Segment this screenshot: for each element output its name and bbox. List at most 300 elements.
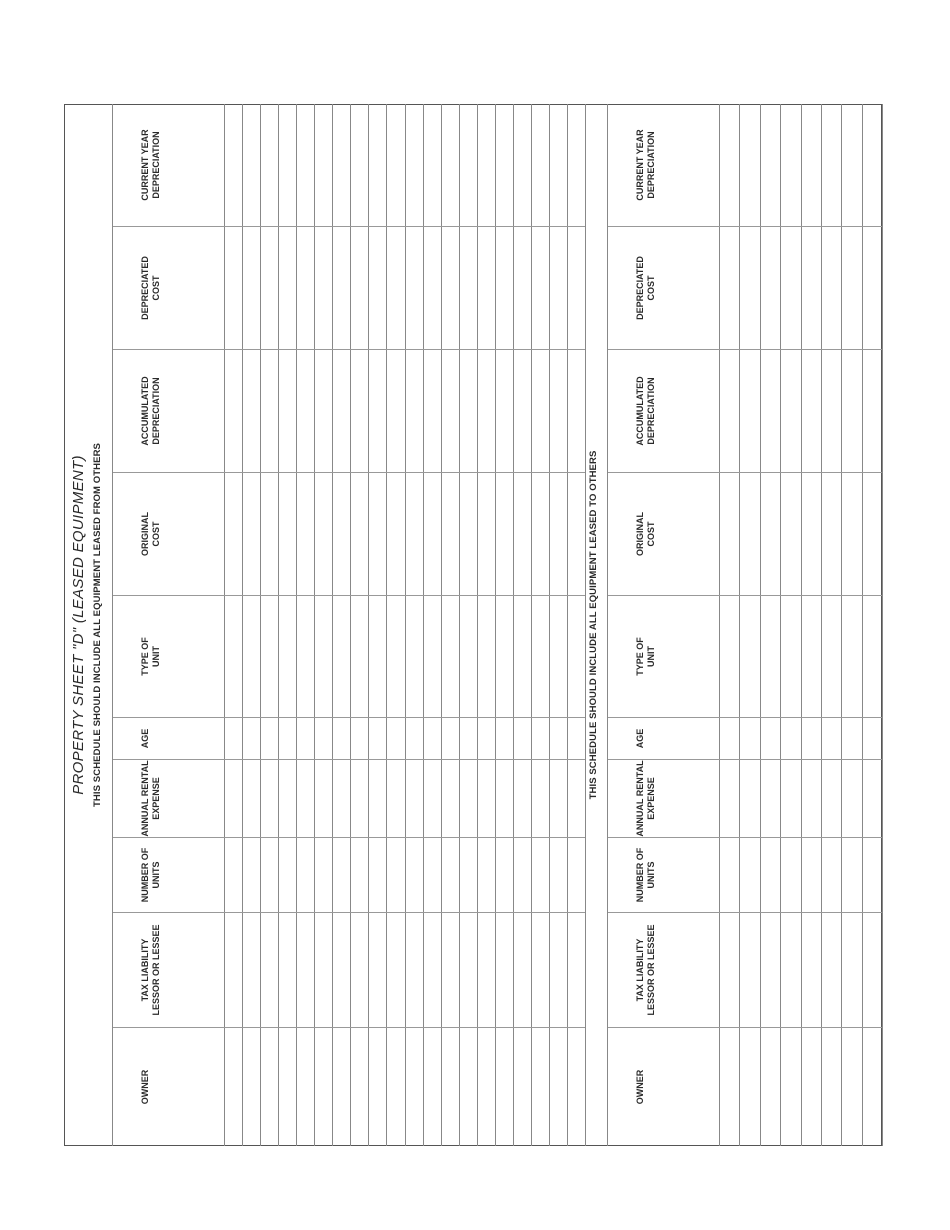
table-cell[interactable]	[405, 596, 423, 718]
table-cell[interactable]	[760, 1028, 780, 1146]
table-cell[interactable]	[477, 718, 495, 760]
table-cell[interactable]	[386, 718, 404, 760]
section1-header-4	[112, 760, 224, 838]
table-cell[interactable]	[332, 350, 350, 473]
table-cell[interactable]	[567, 760, 585, 838]
table-cell[interactable]	[739, 104, 759, 227]
table-cell[interactable]	[260, 913, 278, 1028]
table-cell[interactable]	[821, 913, 841, 1028]
table-cell[interactable]	[719, 718, 739, 760]
table-cell[interactable]	[495, 718, 513, 760]
table-cell[interactable]	[260, 718, 278, 760]
table-cell[interactable]	[739, 760, 759, 838]
table-cell[interactable]	[296, 473, 314, 596]
table-cell[interactable]	[459, 838, 477, 913]
table-cell[interactable]	[260, 473, 278, 596]
table-cell[interactable]	[841, 227, 861, 350]
table-cell[interactable]	[224, 718, 242, 760]
table-cell[interactable]	[314, 1028, 332, 1146]
table-cell[interactable]	[224, 350, 242, 473]
column-header-label: NUMBER OF UNITS	[635, 847, 656, 903]
table-cell[interactable]	[549, 350, 567, 473]
table-cell[interactable]	[441, 760, 459, 838]
section1-header-9	[112, 227, 224, 350]
table-cell[interactable]	[719, 760, 739, 838]
table-cell[interactable]	[314, 913, 332, 1028]
table-cell[interactable]	[780, 227, 800, 350]
table-cell[interactable]	[441, 473, 459, 596]
table-cell[interactable]	[224, 1028, 242, 1146]
table-cell[interactable]	[441, 350, 459, 473]
table-cell[interactable]	[513, 760, 531, 838]
table-cell[interactable]	[862, 718, 882, 760]
table-cell[interactable]	[242, 227, 260, 350]
table-cell[interactable]	[821, 718, 841, 760]
table-cell[interactable]	[332, 1028, 350, 1146]
table-cell[interactable]	[801, 760, 821, 838]
table-cell[interactable]	[332, 760, 350, 838]
table-cell[interactable]	[296, 596, 314, 718]
table-cell[interactable]	[332, 104, 350, 227]
table-cell[interactable]	[549, 473, 567, 596]
table-cell[interactable]	[513, 838, 531, 913]
row-rule	[882, 104, 883, 1146]
table-cell[interactable]	[821, 596, 841, 718]
table-cell[interactable]	[278, 596, 296, 718]
table-cell[interactable]	[531, 718, 549, 760]
table-cell[interactable]	[780, 760, 800, 838]
table-cell[interactable]	[459, 350, 477, 473]
table-cell[interactable]	[332, 596, 350, 718]
table-cell[interactable]	[224, 473, 242, 596]
table-cell[interactable]	[862, 838, 882, 913]
table-cell[interactable]	[260, 838, 278, 913]
table-cell[interactable]	[760, 718, 780, 760]
table-cell[interactable]	[739, 350, 759, 473]
row-rule	[585, 104, 586, 1146]
table-cell[interactable]	[760, 596, 780, 718]
table-cell[interactable]	[441, 913, 459, 1028]
table-cell[interactable]	[719, 913, 739, 1028]
table-cell[interactable]	[386, 350, 404, 473]
table-cell[interactable]	[260, 596, 278, 718]
table-cell[interactable]	[260, 760, 278, 838]
table-cell[interactable]	[495, 473, 513, 596]
table-cell[interactable]	[567, 104, 585, 227]
table-cell[interactable]	[441, 1028, 459, 1146]
table-cell[interactable]	[780, 1028, 800, 1146]
table-cell[interactable]	[549, 1028, 567, 1146]
table-cell[interactable]	[405, 1028, 423, 1146]
table-cell[interactable]	[296, 1028, 314, 1146]
section1-header-1	[112, 1028, 224, 1146]
table-cell[interactable]	[423, 1028, 441, 1146]
table-cell[interactable]	[719, 350, 739, 473]
table-cell[interactable]	[386, 104, 404, 227]
table-cell[interactable]	[314, 596, 332, 718]
table-cell[interactable]	[862, 227, 882, 350]
table-cell[interactable]	[423, 227, 441, 350]
table-cell[interactable]	[780, 104, 800, 227]
table-cell[interactable]	[368, 350, 386, 473]
table-cell[interactable]	[386, 913, 404, 1028]
table-cell[interactable]	[386, 473, 404, 596]
table-cell[interactable]	[567, 838, 585, 913]
table-cell[interactable]	[242, 838, 260, 913]
table-cell[interactable]	[719, 473, 739, 596]
table-cell[interactable]	[513, 913, 531, 1028]
table-cell[interactable]	[441, 596, 459, 718]
section1-header-10	[112, 104, 224, 227]
table-cell[interactable]	[821, 473, 841, 596]
table-cell[interactable]	[862, 1028, 882, 1146]
table-cell[interactable]	[242, 473, 260, 596]
table-cell[interactable]	[780, 350, 800, 473]
table-cell[interactable]	[567, 913, 585, 1028]
table-cell[interactable]	[719, 104, 739, 227]
table-cell[interactable]	[739, 227, 759, 350]
table-cell[interactable]	[278, 760, 296, 838]
column-header-label: TYPE OF UNIT	[635, 637, 656, 676]
table-cell[interactable]	[296, 227, 314, 350]
table-cell[interactable]	[549, 596, 567, 718]
section1-header-2	[112, 913, 224, 1028]
section2-header-6	[607, 596, 719, 718]
table-cell[interactable]	[801, 104, 821, 227]
table-cell[interactable]	[477, 1028, 495, 1146]
table-cell[interactable]	[260, 227, 278, 350]
section2-header-4	[607, 760, 719, 838]
table-cell[interactable]	[242, 760, 260, 838]
table-cell[interactable]	[780, 838, 800, 913]
table-cell[interactable]	[314, 104, 332, 227]
table-cell[interactable]	[477, 350, 495, 473]
table-cell[interactable]	[224, 227, 242, 350]
table-cell[interactable]	[368, 913, 386, 1028]
table-cell[interactable]	[350, 1028, 368, 1146]
table-cell[interactable]	[332, 838, 350, 913]
table-cell[interactable]	[405, 473, 423, 596]
table-cell[interactable]	[423, 596, 441, 718]
table-cell[interactable]	[841, 718, 861, 760]
table-cell[interactable]	[513, 473, 531, 596]
table-cell[interactable]	[567, 718, 585, 760]
table-cell[interactable]	[549, 760, 567, 838]
table-cell[interactable]	[296, 913, 314, 1028]
table-cell[interactable]	[513, 227, 531, 350]
table-cell[interactable]	[441, 104, 459, 227]
table-cell[interactable]	[405, 718, 423, 760]
table-cell[interactable]	[296, 718, 314, 760]
table-cell[interactable]	[531, 350, 549, 473]
table-cell[interactable]	[296, 104, 314, 227]
table-cell[interactable]	[841, 473, 861, 596]
table-cell[interactable]	[405, 227, 423, 350]
table-cell[interactable]	[423, 760, 441, 838]
table-cell[interactable]	[531, 473, 549, 596]
table-cell[interactable]	[242, 718, 260, 760]
table-cell[interactable]	[332, 718, 350, 760]
table-cell[interactable]	[739, 596, 759, 718]
table-cell[interactable]	[549, 718, 567, 760]
table-cell[interactable]	[531, 227, 549, 350]
table-cell[interactable]	[760, 104, 780, 227]
table-cell[interactable]	[841, 838, 861, 913]
table-cell[interactable]	[332, 473, 350, 596]
table-cell[interactable]	[350, 760, 368, 838]
table-cell[interactable]	[224, 596, 242, 718]
table-cell[interactable]	[760, 838, 780, 913]
table-cell[interactable]	[801, 473, 821, 596]
table-cell[interactable]	[821, 760, 841, 838]
table-cell[interactable]	[477, 227, 495, 350]
table-cell[interactable]	[719, 596, 739, 718]
table-cell[interactable]	[314, 350, 332, 473]
section1-note: THIS SCHEDULE SHOULD INCLUDE ALL EQUIPMENT LEASED FROM OTHERS	[92, 443, 103, 807]
table-cell[interactable]	[386, 227, 404, 350]
table-cell[interactable]	[350, 350, 368, 473]
table-cell[interactable]	[862, 913, 882, 1028]
table-cell[interactable]	[477, 104, 495, 227]
table-cell[interactable]	[760, 760, 780, 838]
table-cell[interactable]	[423, 913, 441, 1028]
table-cell[interactable]	[841, 913, 861, 1028]
table-cell[interactable]	[368, 227, 386, 350]
table-cell[interactable]	[441, 718, 459, 760]
table-cell[interactable]	[719, 1028, 739, 1146]
table-cell[interactable]	[314, 473, 332, 596]
leased-to-others-table	[607, 104, 882, 1146]
table-cell[interactable]	[368, 1028, 386, 1146]
table-cell[interactable]	[423, 350, 441, 473]
table-cell[interactable]	[477, 596, 495, 718]
table-cell[interactable]	[495, 104, 513, 227]
table-cell[interactable]	[314, 838, 332, 913]
table-cell[interactable]	[423, 718, 441, 760]
table-cell[interactable]	[423, 838, 441, 913]
table-cell[interactable]	[332, 913, 350, 1028]
table-cell[interactable]	[567, 473, 585, 596]
table-cell[interactable]	[477, 838, 495, 913]
table-cell[interactable]	[531, 838, 549, 913]
table-cell[interactable]	[350, 596, 368, 718]
table-cell[interactable]	[495, 1028, 513, 1146]
section2-header-8	[607, 350, 719, 473]
table-cell[interactable]	[332, 227, 350, 350]
table-cell[interactable]	[278, 350, 296, 473]
table-cell[interactable]	[739, 1028, 759, 1146]
table-cell[interactable]	[224, 760, 242, 838]
table-cell[interactable]	[242, 104, 260, 227]
table-cell[interactable]	[350, 718, 368, 760]
table-cell[interactable]	[459, 104, 477, 227]
table-cell[interactable]	[739, 473, 759, 596]
table-cell[interactable]	[495, 760, 513, 838]
table-cell[interactable]	[513, 350, 531, 473]
table-cell[interactable]	[801, 1028, 821, 1146]
table-cell[interactable]	[760, 913, 780, 1028]
table-cell[interactable]	[495, 227, 513, 350]
table-cell[interactable]	[780, 718, 800, 760]
table-cell[interactable]	[780, 596, 800, 718]
table-cell[interactable]	[405, 760, 423, 838]
table-cell[interactable]	[350, 104, 368, 227]
table-cell[interactable]	[862, 104, 882, 227]
table-cell[interactable]	[549, 838, 567, 913]
table-cell[interactable]	[821, 350, 841, 473]
table-cell[interactable]	[477, 473, 495, 596]
table-cell[interactable]	[242, 596, 260, 718]
table-cell[interactable]	[278, 838, 296, 913]
table-cell[interactable]	[368, 718, 386, 760]
table-cell[interactable]	[495, 913, 513, 1028]
table-cell[interactable]	[862, 473, 882, 596]
table-cell[interactable]	[801, 838, 821, 913]
table-cell[interactable]	[862, 760, 882, 838]
table-cell[interactable]	[314, 760, 332, 838]
table-cell[interactable]	[477, 913, 495, 1028]
table-cell[interactable]	[567, 1028, 585, 1146]
table-cell[interactable]	[821, 1028, 841, 1146]
table-cell[interactable]	[405, 838, 423, 913]
table-cell[interactable]	[739, 913, 759, 1028]
table-cell[interactable]	[739, 838, 759, 913]
table-cell[interactable]	[739, 718, 759, 760]
table-cell[interactable]	[242, 350, 260, 473]
table-cell[interactable]	[549, 227, 567, 350]
table-cell[interactable]	[477, 760, 495, 838]
table-cell[interactable]	[495, 596, 513, 718]
table-cell[interactable]	[224, 838, 242, 913]
table-cell[interactable]	[531, 913, 549, 1028]
table-cell[interactable]	[350, 838, 368, 913]
table-cell[interactable]	[567, 227, 585, 350]
table-cell[interactable]	[350, 473, 368, 596]
column-header-label: CURRENT YEAR DEPRECIATION	[140, 129, 161, 201]
table-cell[interactable]	[567, 596, 585, 718]
table-cell[interactable]	[368, 760, 386, 838]
table-cell[interactable]	[350, 913, 368, 1028]
table-cell[interactable]	[242, 913, 260, 1028]
table-cell[interactable]	[780, 473, 800, 596]
table-cell[interactable]	[423, 473, 441, 596]
table-cell[interactable]	[549, 913, 567, 1028]
table-cell[interactable]	[260, 1028, 278, 1146]
column-header-label: NUMBER OF UNITS	[140, 847, 161, 903]
table-cell[interactable]	[224, 104, 242, 227]
table-cell[interactable]	[386, 596, 404, 718]
column-header-label: TYPE OF UNIT	[140, 637, 161, 676]
table-cell[interactable]	[780, 913, 800, 1028]
table-cell[interactable]	[405, 350, 423, 473]
table-cell[interactable]	[821, 227, 841, 350]
table-cell[interactable]	[459, 473, 477, 596]
table-cell[interactable]	[841, 350, 861, 473]
table-cell[interactable]	[801, 227, 821, 350]
table-cell[interactable]	[531, 760, 549, 838]
table-cell[interactable]	[495, 838, 513, 913]
table-cell[interactable]	[821, 838, 841, 913]
table-cell[interactable]	[760, 227, 780, 350]
table-cell[interactable]	[862, 596, 882, 718]
table-cell[interactable]	[513, 718, 531, 760]
table-cell[interactable]	[278, 473, 296, 596]
table-cell[interactable]	[459, 718, 477, 760]
table-cell[interactable]	[278, 227, 296, 350]
table-cell[interactable]	[459, 227, 477, 350]
table-cell[interactable]	[350, 227, 368, 350]
table-cell[interactable]	[314, 718, 332, 760]
table-cell[interactable]	[405, 913, 423, 1028]
table-cell[interactable]	[296, 838, 314, 913]
table-cell[interactable]	[801, 718, 821, 760]
table-cell[interactable]	[260, 350, 278, 473]
table-cell[interactable]	[719, 838, 739, 913]
table-cell[interactable]	[278, 1028, 296, 1146]
table-cell[interactable]	[386, 760, 404, 838]
table-cell[interactable]	[719, 227, 739, 350]
table-cell[interactable]	[801, 596, 821, 718]
table-cell[interactable]	[531, 1028, 549, 1146]
table-cell[interactable]	[423, 104, 441, 227]
table-cell[interactable]	[368, 596, 386, 718]
table-cell[interactable]	[821, 104, 841, 227]
table-cell[interactable]	[296, 760, 314, 838]
table-cell[interactable]	[513, 1028, 531, 1146]
table-cell[interactable]	[224, 913, 242, 1028]
table-cell[interactable]	[278, 104, 296, 227]
table-cell[interactable]	[278, 718, 296, 760]
table-cell[interactable]	[760, 350, 780, 473]
table-cell[interactable]	[459, 760, 477, 838]
table-cell[interactable]	[841, 104, 861, 227]
table-cell[interactable]	[841, 760, 861, 838]
table-cell[interactable]	[441, 838, 459, 913]
table-cell[interactable]	[495, 350, 513, 473]
table-cell[interactable]	[862, 350, 882, 473]
table-cell[interactable]	[278, 913, 296, 1028]
table-cell[interactable]	[459, 1028, 477, 1146]
table-cell[interactable]	[841, 596, 861, 718]
table-cell[interactable]	[459, 913, 477, 1028]
table-cell[interactable]	[531, 104, 549, 227]
table-cell[interactable]	[513, 104, 531, 227]
table-cell[interactable]	[760, 473, 780, 596]
table-cell[interactable]	[513, 596, 531, 718]
table-cell[interactable]	[386, 1028, 404, 1146]
table-cell[interactable]	[841, 1028, 861, 1146]
table-cell[interactable]	[260, 104, 278, 227]
table-cell[interactable]	[459, 596, 477, 718]
table-cell[interactable]	[567, 350, 585, 473]
table-cell[interactable]	[441, 227, 459, 350]
table-cell[interactable]	[405, 104, 423, 227]
header-top-rule	[607, 104, 608, 1146]
table-cell[interactable]	[549, 104, 567, 227]
table-cell[interactable]	[368, 104, 386, 227]
column-header-label: OWNER	[140, 1069, 150, 1105]
table-cell[interactable]	[368, 838, 386, 913]
table-cell[interactable]	[368, 473, 386, 596]
table-cell[interactable]	[242, 1028, 260, 1146]
table-cell[interactable]	[386, 838, 404, 913]
table-cell[interactable]	[314, 227, 332, 350]
table-cell[interactable]	[801, 913, 821, 1028]
table-cell[interactable]	[531, 596, 549, 718]
table-cell[interactable]	[801, 350, 821, 473]
table-cell[interactable]	[296, 350, 314, 473]
column-header-label: AGE	[635, 728, 645, 749]
